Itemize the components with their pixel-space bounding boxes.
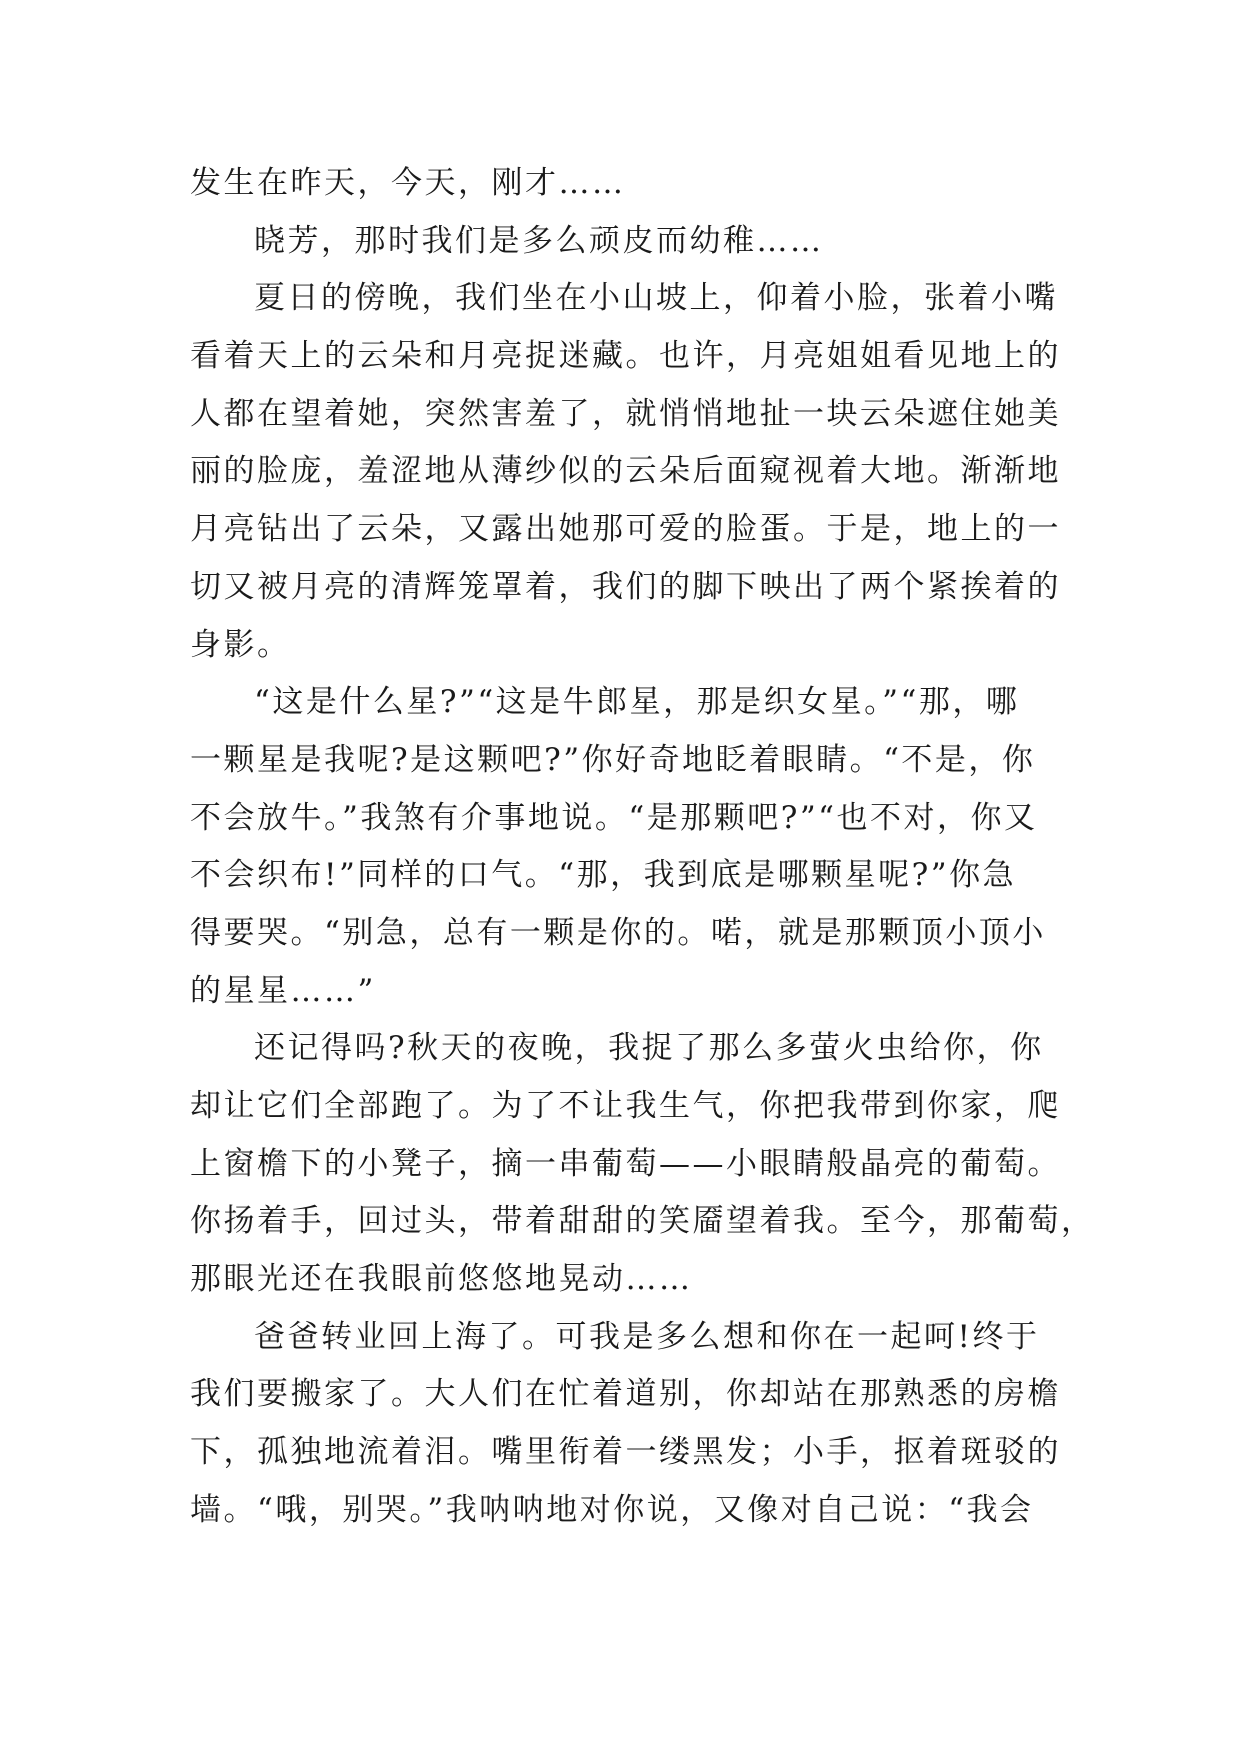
text-line: 晓芳，那时我们是多么顽皮而幼稚…… xyxy=(254,222,824,259)
text-line: 却让它们全部跑了。为了不让我生气，你把我带到你家，爬 xyxy=(190,1088,1061,1124)
text-line: 你扬着手，回过头，带着甜甜的笑靥望着我。至今，那葡萄， xyxy=(190,1203,1095,1240)
text-line: 爸爸转业回上海了。可我是多么想和你在一起呵!终于 xyxy=(254,1318,1040,1355)
text-line: 一颗星是我呢?是这颗吧?”你好奇地眨着眼睛。“不是，你 xyxy=(190,741,1036,778)
text-line: 丽的脸庞，羞涩地从薄纱似的云朵后面窥视着大地。渐渐地 xyxy=(190,453,1061,490)
document-body xyxy=(190,155,1095,1540)
text-line: 发生在昨天，今天，刚才…… xyxy=(190,165,626,201)
text-line: 身影。 xyxy=(190,626,291,663)
text-line: 夏日的傍晚，我们坐在小山坡上，仰着小脸，张着小嘴 xyxy=(254,280,1058,317)
text-line: 我们要搬家了。大人们在忙着道别，你却站在那熟悉的房檐 xyxy=(190,1376,1061,1413)
text-line: 墙。“哦，别哭。”我呐呐地对你说，又像对自己说：“我会 xyxy=(190,1491,1034,1528)
text-line: 那眼光还在我眼前悠悠地晃动…… xyxy=(190,1261,693,1298)
text-line: 不会织布!”同样的口气。“那，我到底是哪颗星呢?”你急 xyxy=(190,857,1017,894)
text-line: 还记得吗?秋天的夜晚，我捉了那么多萤火虫给你，你 xyxy=(254,1030,1044,1067)
text-line: 不会放牛。”我煞有介事地说。“是那颗吧?”“也不对，你又 xyxy=(190,799,1038,836)
text-line: 得要哭。“别急，总有一颗是你的。喏，就是那颗顶小顶小 xyxy=(190,914,1046,951)
text-line: 切又被月亮的清辉笼罩着，我们的脚下映出了两个紧挨着的 xyxy=(190,568,1061,605)
text-line: 上窗檐下的小凳子，摘一串葡萄——小眼睛般晶亮的葡萄。 xyxy=(190,1145,1061,1182)
text-line: 下，孤独地流着泪。嘴里衔着一缕黑发；小手，抠着斑驳的 xyxy=(190,1434,1061,1471)
text-line: “这是什么星?”“这是牛郎星，那是织女星。”“那，哪 xyxy=(254,684,1020,721)
text-line: 的星星……” xyxy=(190,972,376,1009)
text-line: 看着天上的云朵和月亮捉迷藏。也许，月亮姐姐看见地上的 xyxy=(190,338,1061,375)
text-line: 月亮钻出了云朵，又露出她那可爱的脸蛋。于是，地上的一 xyxy=(190,511,1061,548)
text-line: 人都在望着她，突然害羞了，就悄悄地扯一块云朵遮住她美 xyxy=(190,395,1061,432)
